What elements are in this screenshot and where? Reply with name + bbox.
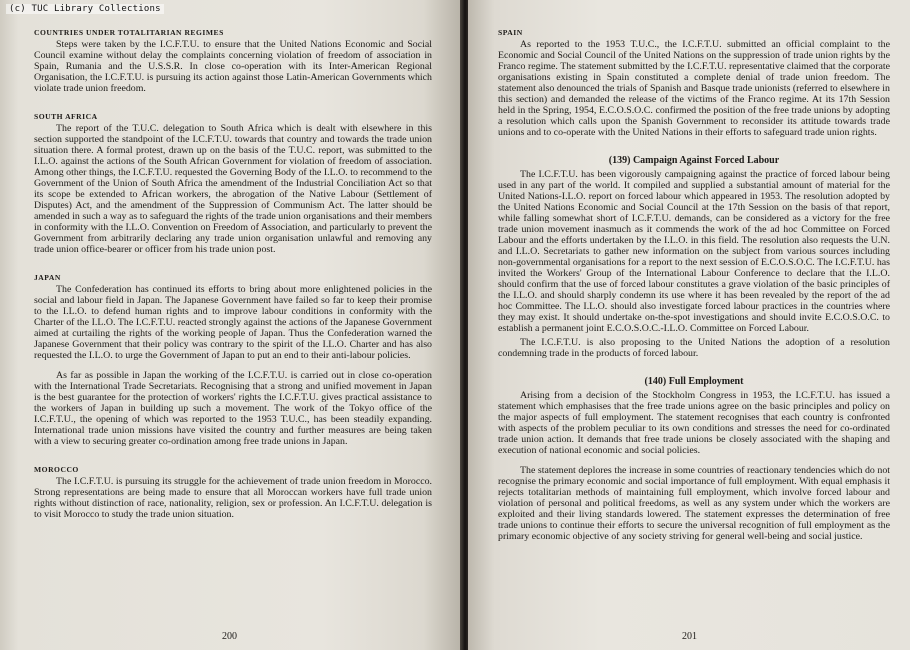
paragraph-forced-labour-2: The I.C.F.T.U. is also proposing to the United Nations the adoption of a resolution condemning trade in the products of forced labour.	[498, 337, 890, 359]
paragraph-japan-1: The Confederation has continued its efforts to bring about more enlightened policies in the social and labour field in Japan. The Japanese Government have failed so far to keep their promise to the I.L.O. to defend human rights and to improve labour conditions in conformity with the Charter of the I.L.O. The I.C.F.T.U. reacted strongly against the actions of the Japanese Government aimed at curtailing the rights of the working people of Japan. Thus the Confederation warned the Japanese Government that their policy was contrary to the spirit of the I.L.O. Charter and has also requested the I.L.O. to urge the Government of Japan to put an end to their anti-labour policies.	[34, 284, 432, 361]
paragraph-south-africa: The report of the T.U.C. delegation to South Africa which is dealt with elsewhere in this section supported the standpoint of the I.C.F.T.U. towards that country and towards the trade union situation there. A formal protest, drawn up on the basis of the T.U.C. report, was submitted to the I.L.O. against the actions of the South African Government for violation of freedom of association. Among other things, the I.C.F.T.U. requested the Governing Body of the I.L.O. to recommend to the Government of the Union of South Africa the amendment of the Industrial Conciliation Act so that its scope be extended to African workers, the abrogation of the Native Labour (Settlement of Disputes) Act, and the amendment of the Suppression of Communism Act. The latter should be amended in such a way as to safeguard the rights of the trade union organisations and their members in conformity with the I.L.O. Convention on Freedom of Association, and particularly to prevent the Government from arbitrarily declaring any trade union organisation unlawful and removing any trade union office-bearer or officer from his trade union post.	[34, 123, 432, 255]
heading-forced-labour: (139) Campaign Against Forced Labour	[608, 155, 780, 166]
paragraph-full-employment-2: The statement deplores the increase in some countries of reactionary tendencies which do not recognise the primary economic and social importance of full employment. With equal emphasis it rejects totalitarian methods of maintaining full employment, which involve forced labour and violation of personal and political freedoms, as well as any system under which the workers are exploited and their living standards lowered. The statement expresses the determination of free trade unions to continue their efforts to secure the universal recognition of full employment as the primary economic objective of any society striving for general well-being and social justice.	[498, 465, 890, 542]
heading-totalitarian-regimes: COUNTRIES UNDER TOTALITARIAN REGIMES	[34, 28, 224, 37]
paragraph-forced-labour-1: The I.C.F.T.U. has been vigorously campaigning against the practice of forced labour being used in any part of the world. It compiled and supplied a substantial amount of material for the United Nations-I.L.O. report on forced labour which appeared in 1953. The resolution adopted by the United Nations Economic and Social Council at the 17th Session on the basis of that report, while falling somewhat short of I.C.F.T.U. demands, can be considered as a victory for the free trade union movement inasmuch as it commends the work of the ad hoc Committee on Forced Labour and the efforts undertaken by the I.L.O. in this field. The resolution also requests the U.N. and I.L.O. Secretariats to gather new information on the subject from various sources including non-governmental organisations for a report to the next session of E.C.O.S.O.C. The I.C.F.T.U. has invited the Workers' Group of the International Labour Conference to declare that the I.L.O. should confirm that the use of forced labour constitutes a grave violation of the basic principles of the I.L.O. and should sharply condemn its use where it has been revealed by the report of the ad hoc Committee. The I.L.O. should also investigate forced labour practices in the countries where they may exist. It should undertake on-the-spot investigations and should invite E.C.O.S.O.C. to establish a permanent joint E.C.O.S.O.C.-I.L.O. Committee on Forced Labour.	[498, 169, 890, 334]
paragraph-full-employment-1: Arising from a decision of the Stockholm Congress in 1953, the I.C.F.T.U. has issued a statement which emphasises that the free trade unions agree on the basic principles and policy on the major aspects of full employment. The statement recognises that each country is confronted with aspects of the problem peculiar to its own conditions and stresses the need for co-ordinated trade union action. It demands that free trade unions be closely associated with the shaping and execution of national economic and social policies.	[498, 390, 890, 456]
page-number-left: 200	[222, 631, 237, 642]
heading-spain: SPAIN	[498, 28, 523, 37]
heading-full-employment: (140) Full Employment	[644, 376, 744, 387]
paragraph-spain: As reported to the 1953 T.U.C., the I.C.F.T.U. submitted an official complaint to the Economic and Social Council of the United Nations on the suppression of trade union rights by the Franco regime. The statement submitted by the I.C.F.T.U. representative claimed that the corporate organisations existing in Spain constituted a complete denial of trade union freedom. The statement also denounced the trials of Spanish and Basque trade unionists (referred to elsewhere in this section) and demanded the release of the victims of the Franco regime. At its 17th Session held in the Spring, 1954, E.C.O.S.O.C. confirmed the position of the free trade unions by adopting a resolution which calls upon the Spanish Government to reconsider its attitude towards trade unions and to co-operate with the United Nations in their efforts to safeguard trade union rights.	[498, 39, 890, 138]
right-column	[498, 28, 890, 542]
paragraph-totalitarian-regimes: Steps were taken by the I.C.F.T.U. to ensure that the United Nations Economic and Social Council examine without delay the complaints concerning violation of freedom of association in Spain, Rumania and the U.S.S.R. In close co-operation with its Inter-American Regional Organisation, the I.C.F.T.U. is pursuing its action against those Latin-American Governments which violate trade union freedom.	[34, 39, 432, 94]
paragraph-japan-2: As far as possible in Japan the working of the I.C.F.T.U. is carried out in close co-operation with the International Trade Secretariats. Recognising that a strong and unified movement in Japan is the best guarantee for the protection of workers' rights the I.C.F.T.U. gives practical assistance to the workers of Japan in building up such a movement. The work of the Tokyo office of the I.C.F.T.U., the opening of which was reported to the 1953 T.U.C., has been steadily expanding. International trade union missions have visited the country and further measures are being taken with a view to securing greater co-ordination among free trade unions in Japan.	[34, 370, 432, 447]
heading-japan: JAPAN	[34, 273, 61, 282]
left-column	[34, 28, 432, 520]
right-page	[468, 0, 910, 650]
page-number-right: 201	[682, 631, 697, 642]
paragraph-morocco: The I.C.F.T.U. is pursuing its struggle for the achievement of trade union freedom in Morocco. Strong representations are being made to ensure that all Moroccan workers have full trade union rights without distinction of race, nationality, religion, sex or profession. An I.C.F.T.U. delegation is to visit Morocco to study the trade union situation.	[34, 476, 432, 520]
watermark: (c) TUC Library Collections	[6, 4, 164, 14]
heading-south-africa: SOUTH AFRICA	[34, 112, 98, 121]
heading-morocco: MOROCCO	[34, 465, 79, 474]
